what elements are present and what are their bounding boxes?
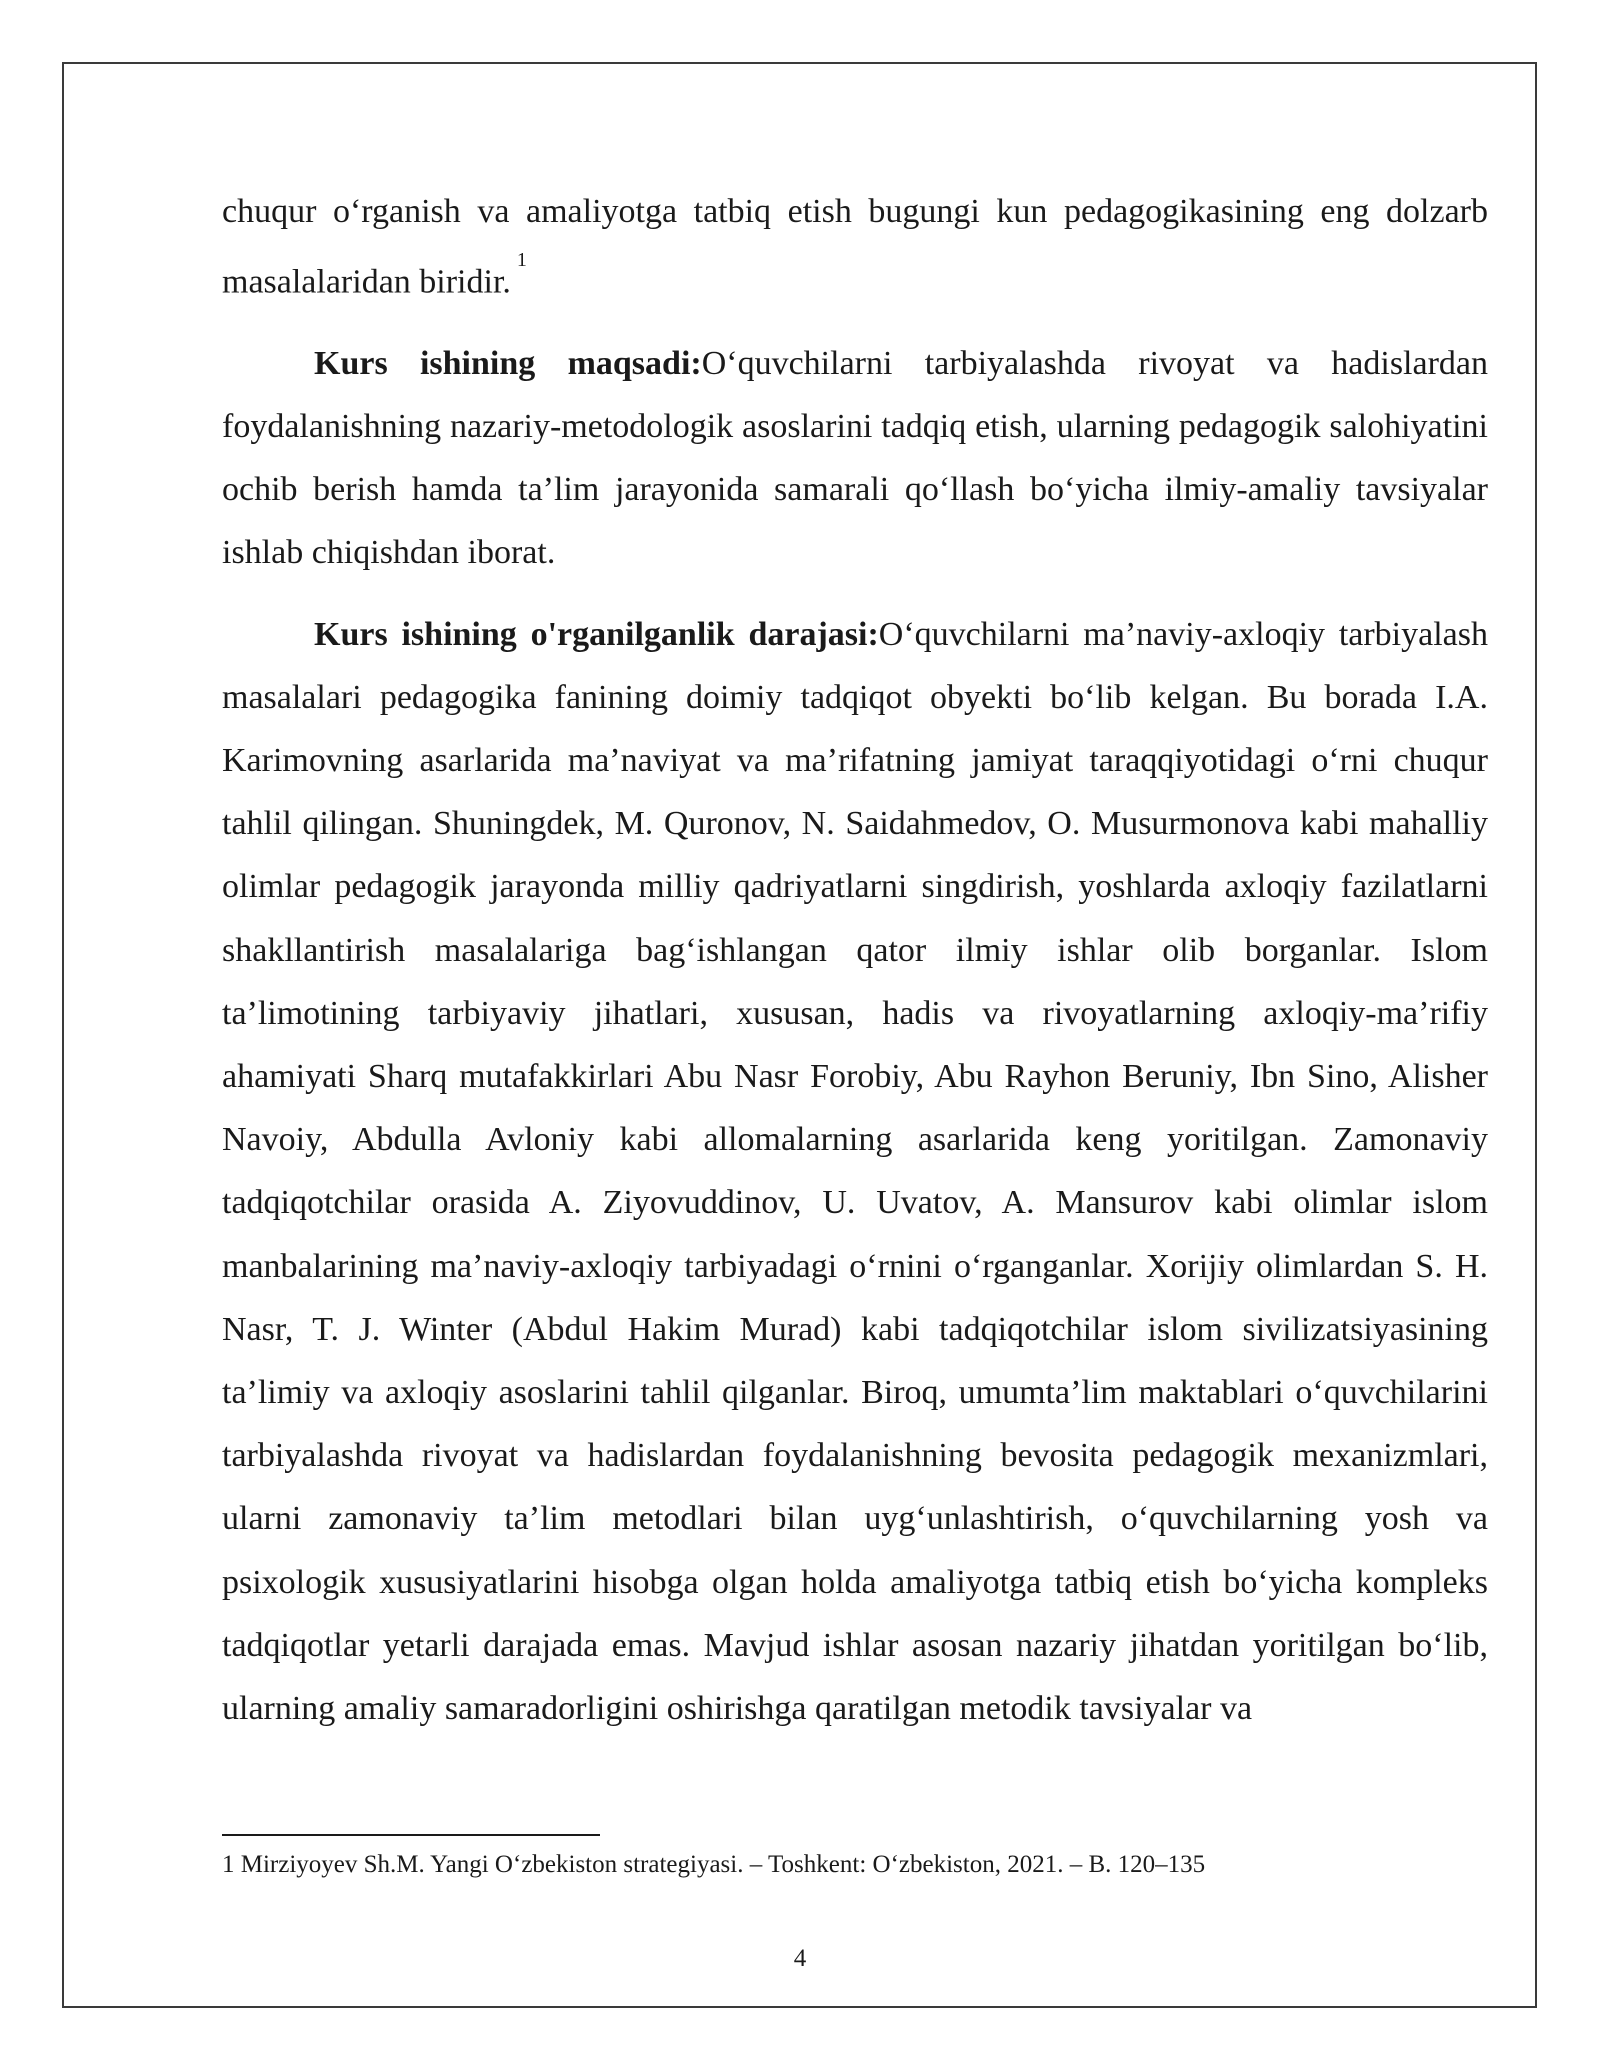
study-level-heading: Kurs ishining o'rganilganlik darajasi: bbox=[314, 615, 879, 653]
page-number: 4 bbox=[793, 1945, 807, 1972]
body-text bbox=[222, 180, 1488, 1740]
paragraph-study-level bbox=[222, 603, 1488, 1741]
paragraph-goal bbox=[222, 332, 1488, 585]
footnote: 1 Mirziyoyev Sh.M. Yangi O‘zbekiston strategiyasi. – Toshkent: O‘zbekiston, 2021. – B. 120–135 bbox=[222, 1851, 1206, 1878]
footnote-reference: 1 bbox=[516, 249, 527, 272]
footnote-separator bbox=[222, 1834, 600, 1836]
goal-heading: Kurs ishining maqsadi: bbox=[314, 344, 702, 382]
goal-text: O‘quvchilarni tarbiyalashda rivoyat va hadislardan foydalanishning nazariy-metodologik asoslarini tadqiq etish, ularning pedagogik salohiyatini ochib berish hamda ta’lim jarayonida samarali qo‘llash bo‘yicha ilmiy-amaliy tavsiyalar ishlab chiqishdan iborat. bbox=[222, 344, 1488, 572]
study-level-text: O‘quvchilarni ma’naviy-axloqiy tarbiyalash masalalari pedagogika fanining doimiy tadqiqot obyekti bo‘lib kelgan. Bu borada I.A. Karimovning asarlarida ma’naviyat va ma’rifatning jamiyat taraqqiyotidagi o‘rni chuqur tahlil qilingan. Shuningdek, M. Quronov, N. Saidahmedov, O. Musurmonova kabi mahalliy olimlar pedagogik jarayonda milliy qadriyatlarni singdirish, yoshlarda axloqiy fazilatlarni shakllantirish masalalariga bag‘ishlangan qator ilmiy ishlar olib borganlar. Islom ta’limotining tarbiyaviy jihatlari, xususan, hadis va rivoyatlarning axloqiy-ma’rifiy ahamiyati Sharq mutafakkirlari Abu Nasr Forobiy, Abu Rayhon Beruniy, Ibn Sino, Alisher Navoiy, Abdulla Avloniy kabi allomalarning asarlarida keng yoritilgan. Zamonaviy tadqiqotchilar orasida A. Ziyovuddinov, U. Uvatov, A. Mansurov kabi olimlar islom manbalarining ma’naviy-axloqiy tarbiyadagi o‘rnini o‘rganganlar. Xorijiy olimlardan S. H. Nasr, T. J. Winter (Abdul Hakim Murad) kabi tadqiqotchilar islom sivilizatsiyasining ta’limiy va axloqiy asoslarini tahlil qilganlar. Biroq, umumta’lim maktablari o‘quvchilarini tarbiyalashda rivoyat va hadislardan foydalanishning bevosita pedagogik mexanizmlari, ularni zamonaviy ta’lim metodlari bilan uyg‘unlashtirish, o‘quvchilarning yosh va psixologik xususiyatlarini hisobga olgan holda amaliyotga tatbiq etish bo‘yicha kompleks tadqiqotlar yetarli darajada emas. Mavjud ishlar asosan nazariy jihatdan yoritilgan bo‘lib, ularning amaliy samaradorligini oshirishga qaratilgan metodik tavsiyalar va bbox=[222, 615, 1488, 1727]
paragraph-intro-text: chuqur o‘rganish va amaliyotga tatbiq etish bugungi kun pedagogikasining eng dolzarb masalalaridan biridir. bbox=[222, 193, 1488, 301]
paragraph-intro bbox=[222, 180, 1488, 314]
